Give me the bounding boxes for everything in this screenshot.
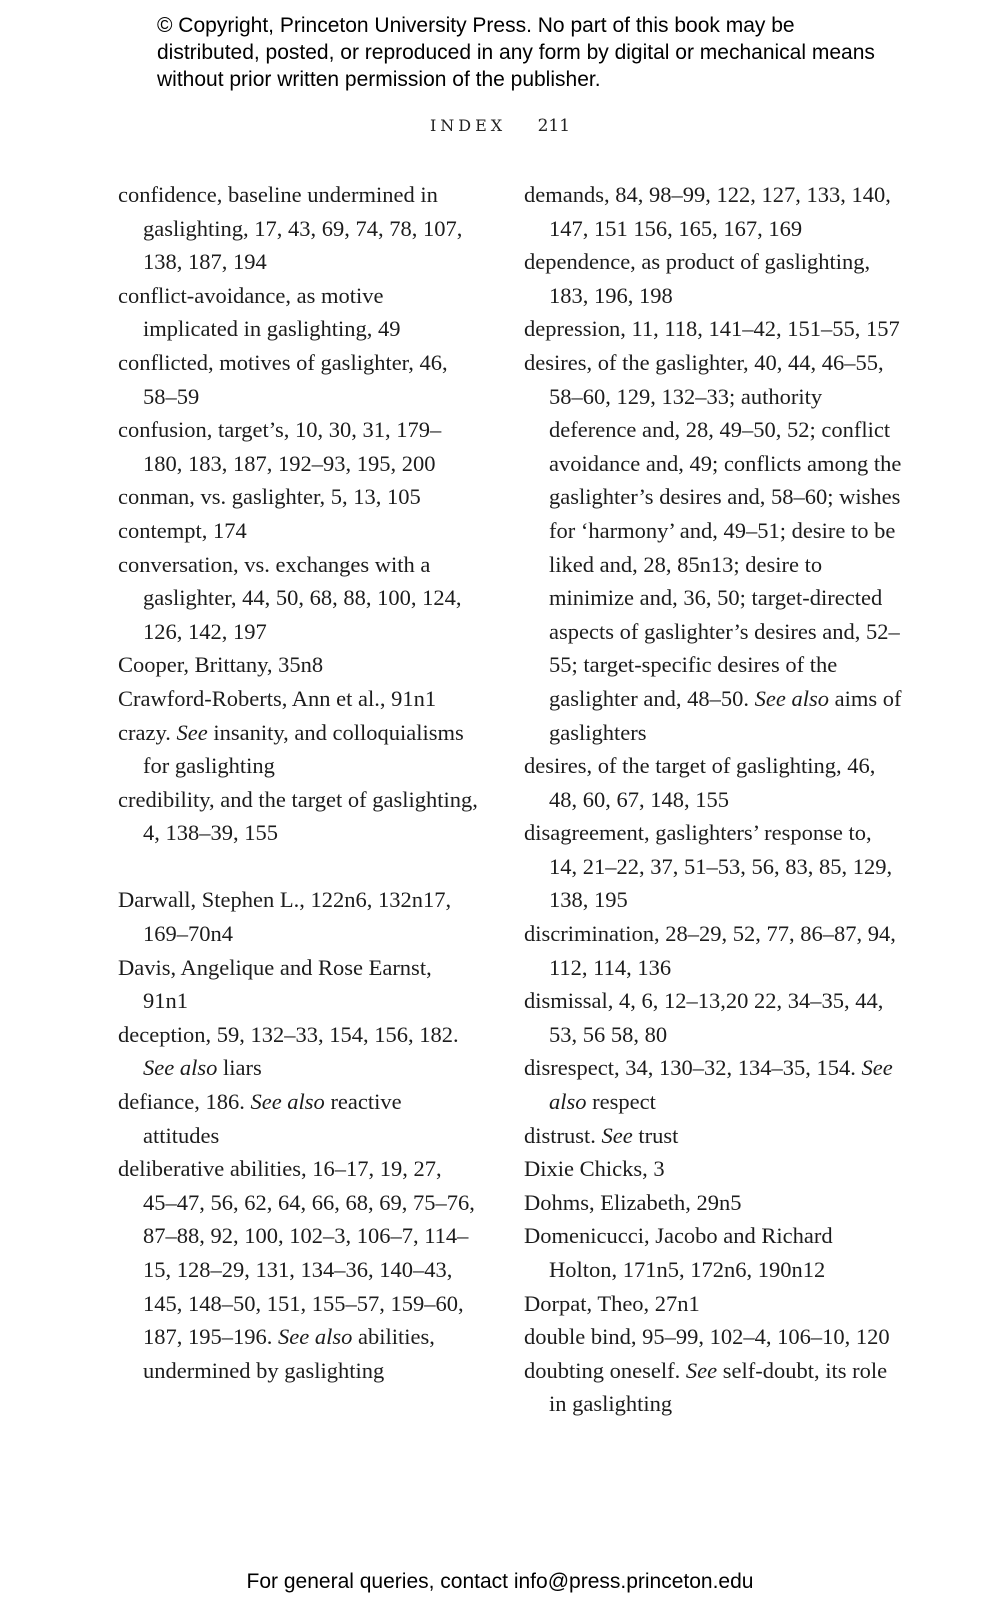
copyright-notice: © Copyright, Princeton University Press. No part of this book may be distributed, posted, or reproduced in any form by digital or mechanical means without prior written permission of the publisher. <box>157 14 875 91</box>
index-entry: disagreement, gaslighters’ response to, 14, 21–22, 37, 51–53, 56, 83, 85, 129, 138, 195 <box>524 820 893 913</box>
contact-footer: For general queries, contact info@press.princeton.edu <box>246 1570 754 1593</box>
entry-lead: crazy. <box>118 719 177 745</box>
index-entry: credibility, and the target of gaslighting, 4, 138–39, 155 <box>118 786 478 846</box>
index-entry: dependence, as product of gaslighting, 183, 196, 198 <box>524 249 871 308</box>
index-column-right <box>524 178 904 1421</box>
entry-rest: reactive attitudes <box>143 1089 402 1148</box>
index-entry: double bind, 95–99, 102–4, 106–10, 120 <box>524 1324 890 1350</box>
entry-lead: desires, of the gaslighter, 40, 44, 46–55, 58–60, 129, 132–33; authority deference and, 28, 49–50, 52; conflict avoidance and, 49; conflicts among the gaslighter’s desires and, 58–60; wishes for ‘harmony’ and, 49–51; desire to be liked and, 28, 85n13; desire to minimize and, 36, 50; target-directed aspects of gaslighter’s desires and, 52–55; target-specific desires of the gaslighter and, 48–50. <box>524 349 902 711</box>
index-entry: Cooper, Brittany, 35n8 <box>118 652 324 678</box>
index-entry: demands, 84, 98–99, 122, 127, 133, 140, 147, 151 156, 165, 167, 169 <box>524 182 891 241</box>
index-entry: Dixie Chicks, 3 <box>524 1156 665 1182</box>
page-number: 211 <box>537 116 571 136</box>
see-reference: See also <box>754 685 829 711</box>
index-entry: Dohms, Elizabeth, 29n5 <box>524 1189 742 1215</box>
index-entry <box>524 346 904 749</box>
entry-lead: deception, 59, 132–33, 154, 156, 182. <box>118 1021 459 1047</box>
index-entry <box>118 1018 478 1085</box>
see-reference: See also <box>250 1089 325 1115</box>
entry-lead: defiance, 186. <box>118 1089 251 1115</box>
entry-lead: distrust. <box>524 1122 602 1148</box>
entry-rest: abilities, undermined by gaslighting <box>143 1324 435 1383</box>
index-entry <box>524 1119 904 1153</box>
index-entry: dismissal, 4, 6, 12–13,20 22, 34–35, 44, 53, 56 58, 80 <box>524 988 884 1047</box>
index-entry: desires, of the target of gaslighting, 46, 48, 60, 67, 148, 155 <box>524 753 876 812</box>
index-entry: depression, 11, 118, 141–42, 151–55, 157 <box>524 316 900 342</box>
index-column-left <box>118 178 478 1387</box>
entry-rest: insanity, and colloquialisms for gaslighting <box>143 719 464 779</box>
index-entry: Davis, Angelique and Rose Earnst, 91n1 <box>118 954 432 1014</box>
index-entry: conman, vs. gaslighter, 5, 13, 105 <box>118 484 421 510</box>
see-reference: See <box>176 719 208 745</box>
index-entry: Domenicucci, Jacobo and Richard Holton, 171n5, 172n6, 190n12 <box>524 1223 833 1282</box>
entry-lead: deliberative abilities, 16–17, 19, 27, 45–47, 56, 62, 64, 66, 68, 69, 75–76, 87–88, 92, 100, 102–3, 106–7, 114–15, 128–29, 131, 134–36, 140–43, 145, 148–50, 151, 155–57, 159–60, 187, 195–196. <box>118 1156 475 1350</box>
index-entry: Darwall, Stephen L., 122n6, 132n17, 169–70n4 <box>118 887 452 947</box>
see-reference: See also <box>143 1055 218 1081</box>
index-entry: Dorpat, Theo, 27n1 <box>524 1290 700 1316</box>
index-entry <box>118 1085 478 1152</box>
entry-rest: aims of gaslighters <box>549 685 902 745</box>
index-entry: conversation, vs. exchanges with a gaslighter, 44, 50, 68, 88, 100, 124, 126, 142, 197 <box>118 551 462 644</box>
entry-lead: doubting oneself. <box>524 1357 686 1383</box>
see-reference: See also <box>278 1324 353 1350</box>
index-entry: Crawford-Roberts, Ann et al., 91n1 <box>118 685 437 711</box>
index-entry: confusion, target’s, 10, 30, 31, 179–180, 183, 187, 192–93, 195, 200 <box>118 417 442 476</box>
index-entry: discrimination, 28–29, 52, 77, 86–87, 94, 112, 114, 136 <box>524 921 896 980</box>
see-reference: See <box>601 1122 633 1148</box>
see-reference: See <box>685 1357 718 1383</box>
entry-lead: disrespect, 34, 130–32, 134–35, 154. <box>524 1055 862 1081</box>
letter-group-divider <box>118 850 478 884</box>
index-entry: conflicted, motives of gaslighter, 46, 58–59 <box>118 349 448 409</box>
entry-rest: trust <box>632 1122 679 1148</box>
index-entry: contempt, 174 <box>118 517 247 543</box>
see-reference: See also <box>549 1055 893 1115</box>
running-head-label: INDEX <box>429 116 507 135</box>
index-entry <box>118 716 478 783</box>
entry-rest: liars <box>217 1055 262 1081</box>
running-head <box>0 116 1000 136</box>
index-entry <box>524 1354 904 1421</box>
entry-rest: respect <box>586 1089 656 1115</box>
index-entry: confidence, baseline undermined in gaslighting, 17, 43, 69, 74, 78, 107, 138, 187, 194 <box>118 182 463 275</box>
index-entry <box>524 1051 904 1118</box>
index-entry <box>118 1152 478 1387</box>
index-entry: conflict-avoidance, as motive implicated in gaslighting, 49 <box>118 282 401 342</box>
entry-rest: self-doubt, its role in gaslighting <box>549 1357 888 1417</box>
